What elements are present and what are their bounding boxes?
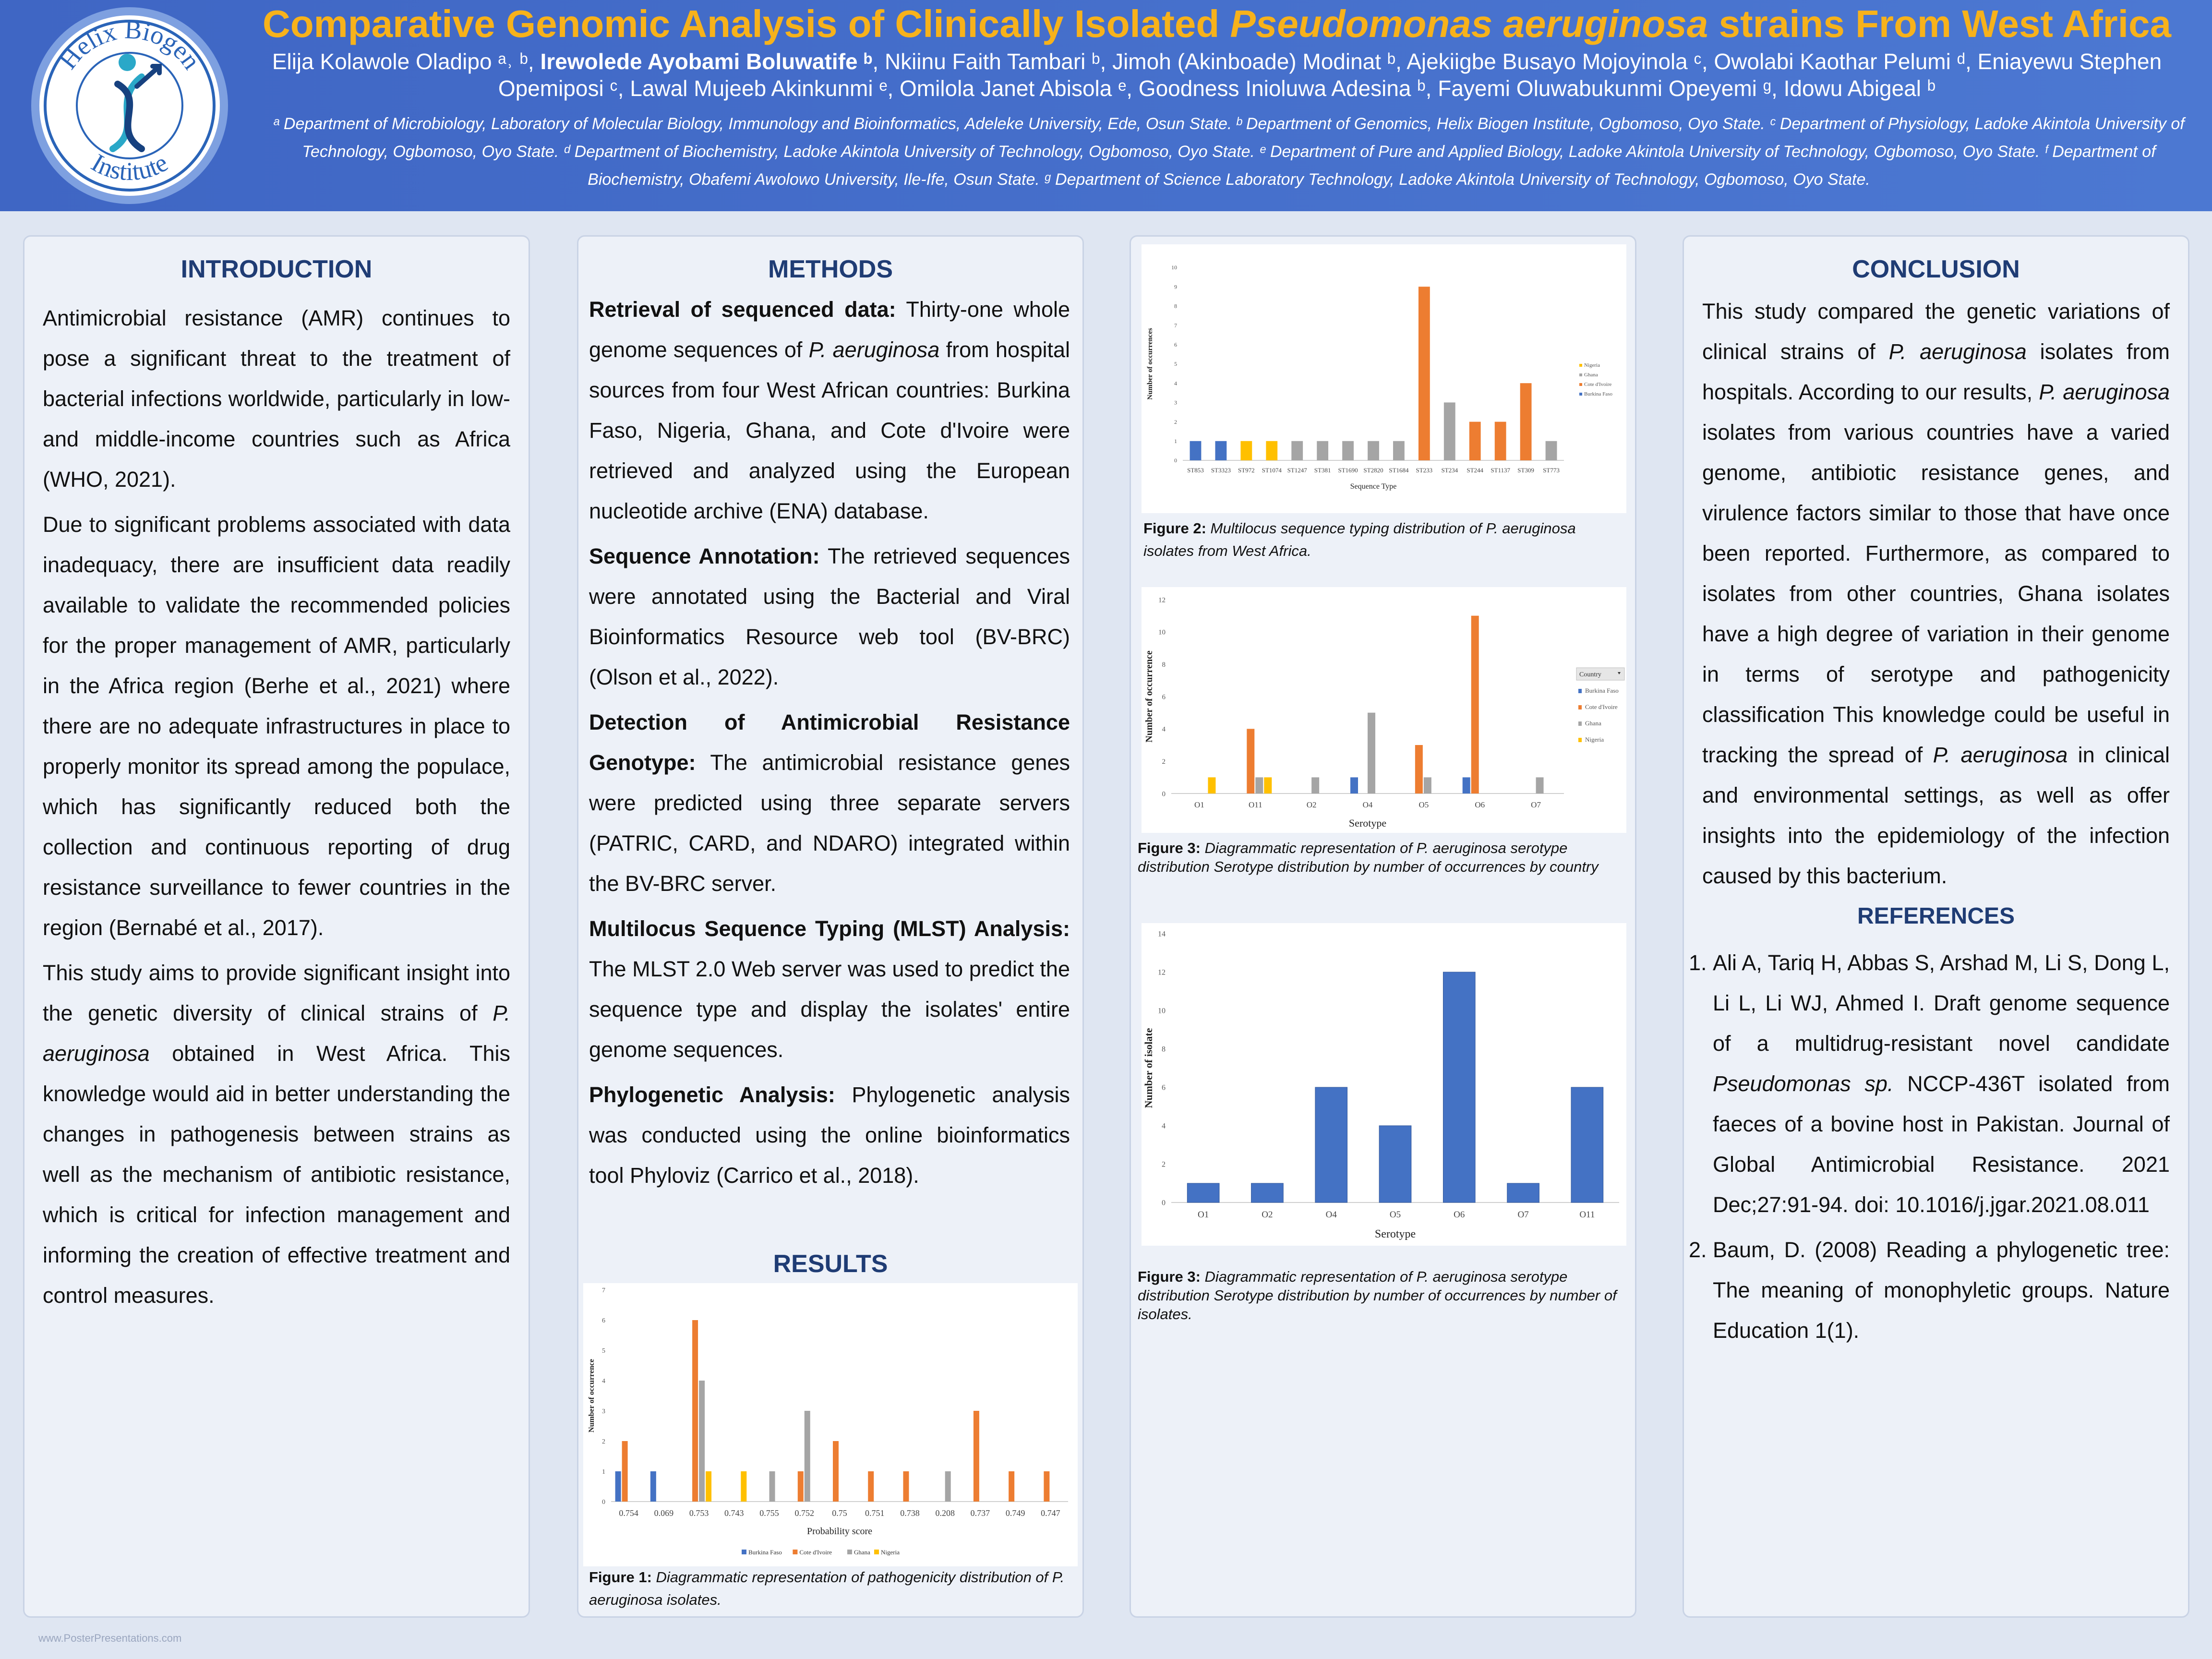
reference-1: 1. Ali A, Tariq H, Abbas S, Arshad M, Li S, Dong L, Li L, Li WJ, Ahmed I. Draft genome sequence of a multidrug-resistant novel candidate Pseudomonas sp. NCCP-436T isolated from faeces of a bovine host in Pakistan. Journal of Global Antimicrobial Resistance. 2021 Dec;27:91-94. doi: 10.1016/j.jgar.2021.08.011 bbox=[1713, 943, 2170, 1225]
x-tick-label: ST309 bbox=[1517, 467, 1534, 474]
x-tick-label: 0.737 bbox=[970, 1508, 990, 1518]
x-tick-label: O7 bbox=[1517, 1210, 1529, 1220]
x-tick-label: ST234 bbox=[1441, 467, 1458, 474]
bar bbox=[903, 1471, 909, 1502]
x-tick-label: O11 bbox=[1248, 800, 1262, 809]
y-tick-label: 6 bbox=[1174, 341, 1177, 348]
references-heading: REFERENCES bbox=[1857, 903, 2015, 929]
x-tick-label: ST773 bbox=[1543, 467, 1560, 474]
x-axis-label: Serotype bbox=[1348, 817, 1387, 829]
bar bbox=[1471, 616, 1479, 793]
y-tick-label: 6 bbox=[1162, 1083, 1166, 1092]
x-tick-label: ST244 bbox=[1467, 467, 1484, 474]
y-tick-label: 6 bbox=[602, 1317, 605, 1324]
bar bbox=[1044, 1471, 1049, 1502]
method-annotation: Sequence Annotation: The retrieved sequences were annotated using the Bacterial and Viral Bioinformatics Resource web tool (BV-BRC) (Olson et al., 2022). bbox=[589, 544, 1070, 689]
y-tick-label: 2 bbox=[1162, 757, 1166, 766]
x-tick-label: ST853 bbox=[1187, 467, 1204, 474]
figure-1-pathogenicity-chart bbox=[583, 1283, 1078, 1566]
legend-label: Ghana bbox=[1585, 720, 1601, 727]
x-tick-label: O2 bbox=[1306, 800, 1317, 809]
x-axis-label: Probability score bbox=[806, 1526, 873, 1537]
bar bbox=[868, 1471, 874, 1502]
x-tick-label: O5 bbox=[1389, 1210, 1401, 1220]
legend-swatch bbox=[1579, 373, 1582, 376]
bar bbox=[1247, 729, 1254, 793]
y-tick-label: 8 bbox=[1162, 661, 1166, 669]
legend-swatch bbox=[1578, 689, 1582, 693]
bar bbox=[1415, 745, 1423, 793]
legend-swatch bbox=[1579, 383, 1582, 386]
bar bbox=[1291, 441, 1303, 460]
y-tick-label: 6 bbox=[1162, 693, 1166, 701]
y-tick-label: 7 bbox=[602, 1286, 605, 1294]
x-tick-label: O1 bbox=[1194, 800, 1204, 809]
x-tick-label: ST381 bbox=[1314, 467, 1331, 474]
author-list: Elija Kolawole Oladipo ᵃ˒ ᵇ, Irewolede Ayobami Boluwatife ᵇ, Nkiinu Faith Tambari ᵇ, Jimoh (Akinboade) Modinat ᵇ, Ajekiigbe Busayo Mojoyinola ᶜ, Owolabi Kaothar Pelumi ᵈ, Eniayewu Stephen Opemiposi ᶜ, Lawal Mujeeb Akinkunmi ᵉ, Omilola Janet Abisola ᵉ, Goodness Inioluwa Adesina ᵇ, Fayemi Oluwabukunmi Opeyemi ᵍ, Idowu Abigeal ᵇ bbox=[272, 49, 2162, 101]
bar bbox=[945, 1471, 951, 1502]
legend-label: Nigeria bbox=[881, 1549, 900, 1556]
figure-3-serotype-by-country-chart bbox=[1142, 587, 1626, 833]
legend-label: Cote d'Ivoire bbox=[1584, 382, 1612, 387]
x-tick-label: O1 bbox=[1198, 1210, 1209, 1220]
x-tick-label: ST972 bbox=[1238, 467, 1255, 474]
introduction-panel bbox=[23, 235, 530, 1618]
y-tick-label: 3 bbox=[602, 1407, 605, 1415]
poster-title: Comparative Genomic Analysis of Clinically Isolated Pseudomonas aeruginosa strains From West Africa bbox=[263, 2, 2171, 45]
bar bbox=[1507, 1183, 1539, 1202]
y-tick-label: 2 bbox=[1174, 418, 1177, 425]
y-tick-label: 1 bbox=[602, 1468, 605, 1476]
methods-panel bbox=[577, 235, 1084, 1618]
conclusion-panel bbox=[1683, 235, 2189, 1618]
legend-swatch bbox=[1578, 738, 1582, 742]
x-tick-label: O4 bbox=[1325, 1210, 1337, 1220]
y-tick-label: 0 bbox=[1174, 457, 1177, 464]
reference-2: 2. Baum, D. (2008) Reading a phylogenetic tree: The meaning of monophyletic groups. Nature Education 1(1). bbox=[1713, 1230, 2170, 1351]
figure-1-caption: Figure 1: Diagrammatic representation of pathogenicity distribution of P. aeruginosa isolates. bbox=[589, 1569, 1065, 1608]
x-tick-label: ST3323 bbox=[1211, 467, 1231, 474]
legend-swatch bbox=[847, 1550, 852, 1554]
logo-text-bottom: Institute bbox=[86, 148, 173, 186]
x-tick-label: ST1247 bbox=[1287, 467, 1307, 474]
y-axis-label: Number of occurrences bbox=[1146, 328, 1154, 400]
bar bbox=[1187, 1183, 1219, 1202]
legend-label: Burkina Faso bbox=[1585, 687, 1619, 694]
bar bbox=[1419, 287, 1430, 460]
bar bbox=[1342, 441, 1354, 460]
institute-logo bbox=[29, 5, 230, 206]
x-tick-label: O7 bbox=[1531, 800, 1541, 809]
y-tick-label: 0 bbox=[1162, 790, 1166, 798]
x-tick-label: ST1684 bbox=[1389, 467, 1409, 474]
legend-label: Nigeria bbox=[1585, 736, 1604, 743]
bar bbox=[1009, 1471, 1014, 1502]
bar bbox=[650, 1471, 656, 1502]
legend-label: Ghana bbox=[1584, 372, 1598, 378]
legend-swatch bbox=[1578, 721, 1582, 726]
figure-3-serotype-by-isolates-chart bbox=[1142, 923, 1626, 1246]
x-axis-label: Serotype bbox=[1374, 1228, 1416, 1240]
reference-list bbox=[1684, 943, 2170, 1351]
x-tick-label: 0.755 bbox=[759, 1508, 779, 1518]
x-axis-label: Sequence Type bbox=[1350, 482, 1397, 491]
y-tick-label: 2 bbox=[602, 1438, 605, 1445]
bar bbox=[1311, 777, 1319, 793]
y-axis-label: Number of isolate bbox=[1142, 1028, 1154, 1108]
bar bbox=[769, 1471, 775, 1502]
x-tick-label: ST233 bbox=[1416, 467, 1433, 474]
bar bbox=[1266, 441, 1277, 460]
x-tick-label: 0.753 bbox=[689, 1508, 709, 1518]
bar bbox=[1469, 422, 1481, 460]
poster-header bbox=[0, 0, 2212, 211]
y-tick-label: 5 bbox=[602, 1347, 605, 1355]
conclusion-text: This study compared the genetic variations of clinical strains of P. aeruginosa isolates from hospitals. According to our results, P. aeruginosa isolates from various countries have a varied genome, antibiotic resistance genes, and virulence factors similar to those that have once been reported. Furthermore, as compared to isolates from other countries, Ghana isolates have a high degree of variation in their genome in terms of serotype and pathogenicity classification This knowledge could be useful in tracking the spread of P. aeruginosa in clinical and environmental settings, as well as offer insights into the epidemiology of the infection caused by this bacterium. bbox=[1702, 299, 2170, 888]
y-tick-label: 0 bbox=[1162, 1199, 1166, 1207]
footer-credit: www.PosterPresentations.com bbox=[38, 1632, 182, 1644]
bar bbox=[699, 1381, 705, 1502]
x-tick-label: ST1137 bbox=[1491, 467, 1511, 474]
y-tick-label: 1 bbox=[1174, 438, 1177, 445]
y-tick-label: 12 bbox=[1158, 596, 1166, 604]
bar bbox=[1463, 777, 1470, 793]
intro-paragraph-3: This study aims to provide significant insight into the genetic diversity of clinical strains of P. aeruginosa obtained in West Africa. This knowledge would aid in better understanding the changes in pathogenesis between strains as well as the mechanism of antibiotic resistance, which is critical for infection management and informing the creation of effective treatment and control measures. bbox=[43, 961, 510, 1308]
method-phylogenetic: Phylogenetic Analysis: Phylogenetic analysis was conducted using the online bioinformatics tool Phyloviz (Carrico et al., 2018). bbox=[589, 1082, 1070, 1188]
y-tick-label: 3 bbox=[1174, 399, 1177, 406]
bar bbox=[1571, 1087, 1603, 1202]
bar bbox=[1424, 777, 1431, 793]
bar bbox=[1520, 383, 1532, 460]
bar bbox=[1444, 402, 1455, 460]
logo-text-top: Helix Biogen bbox=[53, 15, 206, 75]
bar bbox=[1190, 441, 1202, 460]
y-tick-label: 5 bbox=[1174, 361, 1177, 368]
intro-paragraph-2: Due to significant problems associated with data inadequacy, there are insufficient data readily available to validate the recommended policies for the proper management of AMR, particularly in the Africa region (Berhe et al., 2021) where there are no adequate infrastructures in place to properly monitor its spread among the populace, which has significantly reduced both the collection and continuous reporting of drug resistance surveillance to fewer countries in the region (Bernabé et al., 2017). bbox=[43, 512, 510, 940]
bar bbox=[1546, 441, 1557, 460]
x-tick-label: 0.751 bbox=[865, 1508, 885, 1518]
x-tick-label: ST1074 bbox=[1262, 467, 1282, 474]
y-tick-label: 10 bbox=[1158, 1007, 1166, 1015]
y-tick-label: 4 bbox=[602, 1377, 605, 1385]
bar bbox=[1368, 441, 1379, 460]
conclusion-heading: CONCLUSION bbox=[1852, 255, 2020, 283]
x-tick-label: O2 bbox=[1262, 1210, 1273, 1220]
x-tick-label: O5 bbox=[1419, 800, 1429, 809]
y-axis-label: Number of occurrence bbox=[1144, 650, 1154, 743]
legend-title: Country bbox=[1579, 671, 1601, 678]
x-tick-label: O6 bbox=[1475, 800, 1485, 809]
bar bbox=[1255, 777, 1263, 793]
bar bbox=[833, 1441, 839, 1502]
bar bbox=[1393, 441, 1405, 460]
bar bbox=[1495, 422, 1506, 460]
y-tick-label: 4 bbox=[1162, 1122, 1166, 1130]
x-tick-label: 0.752 bbox=[794, 1508, 815, 1518]
bar bbox=[974, 1411, 979, 1502]
method-mlst: Multilocus Sequence Typing (MLST) Analysis: The MLST 2.0 Web server was used to predict the sequence type and display the isolates' entire genome sequences. bbox=[589, 916, 1070, 1062]
legend-swatch bbox=[793, 1550, 797, 1554]
legend-label: Ghana bbox=[854, 1549, 870, 1556]
affiliations: ᵃ Department of Microbiology, Laboratory of Molecular Biology, Immunology and Bioinformatics, Adeleke University, Ede, Osun State. ᵇ Department of Genomics, Helix Biogen Institute, Ogbomoso, Oyo State. ᶜ Department of Physiology, Ladoke Akintola University of Technology, Ogbomoso, Oyo State. ᵈ Department of Biochemistry, Ladoke Akintola University of Technology, Ogbomoso, Oyo State. ᵉ Department of Pure and Applied Biology, Ladoke Akintola University of Technology, Ogbomoso, Oyo State. ᶠ Department of Biochemistry, Obafemi Awolowo University, Ile-Ife, Osun State. ᵍ Department of Science Laboratory Technology, Ladoke Akintola University of Technology, Ogbomoso, Oyo State. bbox=[273, 115, 2185, 189]
x-tick-label: 0.069 bbox=[654, 1508, 674, 1518]
figure-2-mlst-chart bbox=[1142, 244, 1626, 513]
x-tick-label: O4 bbox=[1362, 800, 1373, 809]
method-amr-detection: Detection of Antimicrobial Resistance Genotype: The antimicrobial resistance genes were predicted using three separate servers (PATRIC, CARD, and NDARO) integrated within the BV-BRC server. bbox=[589, 710, 1070, 896]
y-tick-label: 0 bbox=[602, 1498, 605, 1506]
y-tick-label: 2 bbox=[1162, 1160, 1166, 1169]
bar bbox=[1208, 777, 1215, 793]
bar bbox=[798, 1471, 804, 1502]
bar bbox=[1379, 1126, 1411, 1202]
bar bbox=[1536, 777, 1544, 793]
bar bbox=[1240, 441, 1252, 460]
legend-label: Burkina Faso bbox=[1584, 391, 1612, 397]
figure-2-caption: Figure 2: Multilocus sequence typing distribution of P. aeruginosa isolates from West Africa. bbox=[1143, 520, 1576, 559]
y-tick-label: 8 bbox=[1174, 302, 1177, 310]
y-tick-label: 8 bbox=[1162, 1045, 1166, 1054]
figure-3b-caption: Figure 3: Diagrammatic representation of P. aeruginosa serotype distribution Serotype distribution by number of occurrences by number of isolates. bbox=[1138, 1268, 1617, 1322]
legend-swatch bbox=[1579, 364, 1582, 367]
y-tick-label: 10 bbox=[1158, 628, 1166, 637]
methods-heading: METHODS bbox=[768, 255, 893, 283]
bar bbox=[1315, 1087, 1347, 1202]
x-tick-label: 0.747 bbox=[1041, 1508, 1060, 1518]
bar bbox=[622, 1441, 628, 1502]
x-tick-label: ST2820 bbox=[1363, 467, 1383, 474]
bar bbox=[1443, 972, 1475, 1202]
x-tick-label: 0.208 bbox=[935, 1508, 955, 1518]
figure-3a-caption: Figure 3: Diagrammatic representation of P. aeruginosa serotype distribution Serotype distribution by number of occurrences by country bbox=[1138, 840, 1599, 875]
legend-swatch bbox=[1578, 705, 1582, 709]
y-tick-label: 4 bbox=[1174, 380, 1177, 387]
legend-swatch bbox=[874, 1550, 879, 1554]
bar bbox=[805, 1411, 810, 1502]
y-axis-label: Number of occurrence bbox=[588, 1358, 596, 1433]
y-tick-label: 4 bbox=[1162, 725, 1166, 733]
method-retrieval: Retrieval of sequenced data: Thirty-one whole genome sequences of P. aeruginosa from hospital sources from four West African countries: Burkina Faso, Nigeria, Ghana, and Cote d'Ivoire were retrieved and analyzed using the European nucleotide archive (ENA) database. bbox=[589, 297, 1070, 523]
y-tick-label: 7 bbox=[1174, 322, 1177, 329]
y-tick-label: 12 bbox=[1158, 968, 1166, 977]
bar bbox=[692, 1320, 698, 1502]
bar bbox=[1215, 441, 1226, 460]
bar bbox=[706, 1471, 711, 1502]
bar bbox=[615, 1471, 621, 1502]
bar bbox=[1368, 713, 1375, 793]
results-heading: RESULTS bbox=[773, 1250, 888, 1278]
x-tick-label: 0.754 bbox=[619, 1508, 638, 1518]
legend-label: Nigeria bbox=[1584, 362, 1600, 368]
bar bbox=[741, 1471, 746, 1502]
x-tick-label: 0.75 bbox=[832, 1508, 847, 1518]
legend-label: Cote d'Ivoire bbox=[799, 1549, 832, 1556]
bar bbox=[1317, 441, 1328, 460]
legend-label: Burkina Faso bbox=[748, 1549, 782, 1556]
bar bbox=[1264, 777, 1272, 793]
legend-swatch bbox=[1579, 393, 1582, 396]
bar bbox=[1251, 1183, 1284, 1202]
intro-paragraph-1: Antimicrobial resistance (AMR) continues to pose a significant threat to the treatment of bacterial infections worldwide, particularly in low- and middle-income countries such as Africa (WHO, 2021). bbox=[43, 306, 510, 492]
x-tick-label: 0.738 bbox=[900, 1508, 920, 1518]
x-tick-label: O6 bbox=[1454, 1210, 1465, 1220]
x-tick-label: 0.743 bbox=[724, 1508, 744, 1518]
x-tick-label: O11 bbox=[1579, 1210, 1595, 1220]
bar bbox=[1350, 777, 1358, 793]
legend-label: Cote d'Ivoire bbox=[1585, 703, 1618, 710]
y-tick-label: 9 bbox=[1174, 283, 1177, 290]
y-tick-label: 10 bbox=[1171, 264, 1177, 271]
x-tick-label: 0.749 bbox=[1005, 1508, 1025, 1518]
legend-swatch bbox=[742, 1550, 746, 1554]
y-tick-label: 14 bbox=[1158, 930, 1166, 938]
x-tick-label: ST1690 bbox=[1338, 467, 1358, 474]
figures-panel bbox=[1130, 235, 1636, 1618]
introduction-heading: INTRODUCTION bbox=[180, 255, 373, 283]
